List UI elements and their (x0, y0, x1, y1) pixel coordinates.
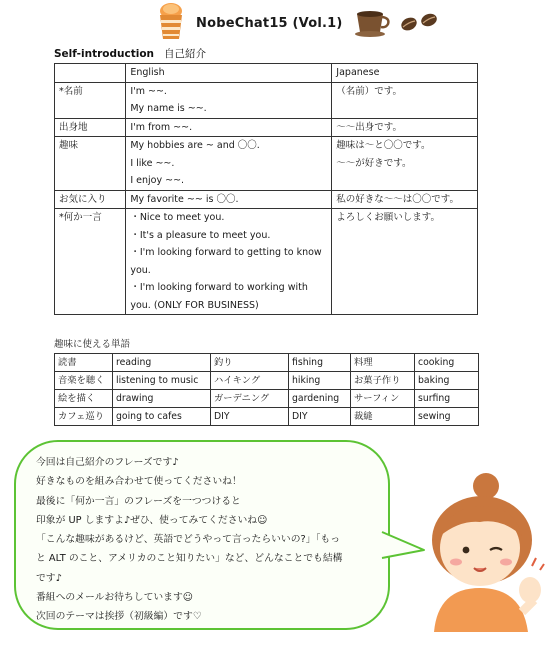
english-line: ・I'm looking forward to working with you. (ONLY FOR BUSINESS) (130, 282, 308, 311)
table-row (55, 190, 478, 209)
table-row (55, 408, 479, 426)
hobby-section-title: 趣味に使える単語 (54, 339, 131, 350)
english-line: I'm ~~. (130, 85, 167, 97)
hobby-en: hiking (289, 372, 351, 390)
row-label: *何か一言 (55, 209, 126, 315)
bubble-message (36, 453, 372, 627)
japanese-line: （名前）です。 (336, 85, 403, 97)
english-cell (126, 209, 332, 315)
hobby-en: drawing (113, 390, 211, 408)
header-cell-english: English (126, 64, 332, 83)
coffee-beans-icon (398, 10, 442, 34)
hobby-jp: 裁縫 (351, 408, 415, 426)
hobby-jp: カフェ巡り (55, 408, 113, 426)
hobby-en: reading (113, 354, 211, 372)
hobby-jp: サーフィン (351, 390, 415, 408)
japanese-cell (332, 118, 478, 137)
header-cell-japanese: Japanese (332, 64, 478, 83)
row-label: 趣味 (55, 137, 126, 191)
message-line: 好きなものを組み合わせて使ってくださいね！ (36, 476, 242, 488)
japanese-line: 私の好きな～～は〇〇です。 (336, 193, 460, 205)
english-line: My name is ~~. (130, 103, 207, 114)
header-cell-blank (55, 64, 126, 83)
english-line: ・Nice to meet you. (130, 212, 225, 223)
message-line: と ALT のこと、アメリカのこと知りたい」など、どんなことでも結構 (36, 553, 343, 565)
english-cell (126, 190, 332, 209)
hobby-jp: DIY (211, 408, 289, 426)
hobby-en: gardening (289, 390, 351, 408)
row-label: *名前 (55, 82, 126, 118)
page-title: NobeChat15 (Vol.1) (196, 16, 343, 31)
english-line: I'm from ~~. (130, 121, 193, 133)
japanese-cell (332, 82, 478, 118)
table-row (55, 137, 478, 191)
japanese-cell (332, 209, 478, 315)
hobby-jp: お菓子作り (351, 372, 415, 390)
message-line: 今回は自己紹介のフレーズです♪ (36, 457, 179, 468)
row-label: 出身地 (55, 118, 126, 137)
message-line: 「こんな趣味があるけど、英語でどうやって言ったらいいの?」「もっ (36, 534, 341, 546)
message-line: です♪ (36, 572, 62, 584)
hobby-jp: 釣り (211, 354, 289, 372)
message-line: 次回のテーマは挨拶（初級編）です♡ (36, 611, 202, 623)
table-row (55, 390, 479, 408)
hobby-jp: 音楽を聴く (55, 372, 113, 390)
hobby-jp: ガーデニング (211, 390, 289, 408)
hobby-jp: ハイキング (211, 372, 289, 390)
hobby-en: fishing (289, 354, 351, 372)
ice-cream-cup-icon (156, 2, 186, 42)
girl-waving-illustration (410, 470, 546, 632)
coffee-cup-icon (354, 8, 394, 38)
message-line: 最後に「何か一言」のフレーズを一つつけると (36, 495, 241, 507)
intro-table (54, 63, 478, 315)
english-cell (126, 82, 332, 118)
intro-section-title (54, 46, 206, 61)
hobby-en: cooking (415, 354, 479, 372)
table-header-row (55, 64, 478, 83)
japanese-cell (332, 137, 478, 191)
english-line: My hobbies are ~ and 〇〇. (130, 140, 260, 151)
hobby-en: DIY (289, 408, 351, 426)
table-row (55, 82, 478, 118)
intro-title-en: Self-introduction (54, 48, 155, 60)
page-header (0, 0, 553, 44)
hobby-jp: 絵を描く (55, 390, 113, 408)
english-line: My favorite ~~ is 〇〇. (130, 193, 239, 205)
table-row (55, 354, 479, 372)
table-row (55, 118, 478, 137)
intro-title-jp: 自己紹介 (164, 48, 207, 60)
table-row (55, 372, 479, 390)
hobby-jp: 読書 (55, 354, 113, 372)
japanese-line: よろしくお願いします。 (336, 212, 441, 223)
table-row (55, 209, 478, 315)
japanese-cell (332, 190, 478, 209)
japanese-line: 趣味は～と〇〇です。 (336, 140, 431, 151)
japanese-line: ～～出身です。 (336, 121, 403, 133)
english-line: I enjoy ~~. (130, 175, 185, 186)
japanese-line: ～～が好きです。 (336, 157, 412, 169)
row-label: お気に入り (55, 190, 126, 209)
english-cell (126, 137, 332, 191)
hobby-en: sewing (415, 408, 479, 426)
english-cell (126, 118, 332, 137)
hobby-table (54, 353, 479, 426)
english-line: ・It's a pleasure to meet you. (130, 229, 271, 241)
english-line: I like ~~. (130, 157, 175, 169)
hobby-en: surfing (415, 390, 479, 408)
hobby-en: baking (415, 372, 479, 390)
english-line: ・I'm looking forward to getting to know you. (130, 247, 322, 276)
hobby-en: going to cafes (113, 408, 211, 426)
message-line: 印象が UP しますよ♪ぜひ、使ってみてくださいね☺ (36, 514, 268, 526)
hobby-en: listening to music (113, 372, 211, 390)
hobby-jp: 料理 (351, 354, 415, 372)
message-line: 番組へのメールお待ちしています☺ (36, 592, 193, 604)
